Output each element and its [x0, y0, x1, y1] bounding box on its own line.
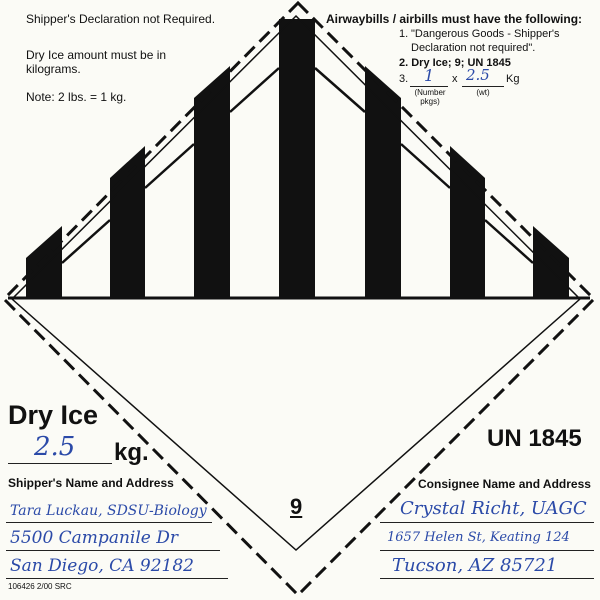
- consignee-heading: Consignee Name and Address: [418, 477, 591, 491]
- shipper-line-2-rule: [6, 550, 220, 551]
- hazard-stripe: [26, 226, 62, 298]
- note-declaration: Shipper's Declaration not Required.: [26, 12, 216, 26]
- hazard-stripe: [533, 226, 569, 298]
- hazard-stripe: [450, 146, 485, 298]
- airwaybills-times: x: [452, 73, 458, 85]
- shipper-name: Tara Luckau, SDSU-Biology: [10, 503, 207, 519]
- wt-value: 2.5: [466, 66, 490, 84]
- hazard-class-number: 9: [290, 494, 303, 519]
- un-number: UN 1845: [487, 425, 582, 452]
- airwaybills-unit: Kg: [506, 73, 520, 85]
- form-code: 106426 2/00 SRC: [8, 582, 72, 591]
- pkgs-value: 1: [424, 66, 435, 85]
- wt-caption: (wt): [476, 88, 490, 97]
- pkgs-line: [410, 86, 448, 87]
- airwaybills-item1-a: "Dangerous Goods - Shipper's: [411, 28, 560, 40]
- consignee-name: Crystal Richt, UAGC: [400, 498, 587, 519]
- note-kilograms-a: Dry Ice amount must be in: [26, 48, 167, 62]
- pkgs-caption-b: pkgs): [420, 97, 440, 106]
- consignee-line-3-rule: [380, 578, 594, 579]
- airwaybills-item3-num: 3.: [399, 73, 409, 85]
- airwaybills-item1-b: Declaration not required".: [411, 42, 536, 54]
- airwaybills-item1-num: 1.: [399, 28, 409, 40]
- shipper-line-3-rule: [6, 578, 228, 579]
- dry-ice-amount: 2.5: [34, 432, 76, 462]
- wt-line: [462, 86, 504, 87]
- shipper-street: 5500 Campanile Dr: [10, 528, 178, 548]
- airwaybills-heading: Airwaybills / airbills must have the following:: [326, 12, 583, 26]
- consignee-city: Tucson, AZ 85721: [392, 555, 558, 576]
- consignee-line-2-rule: [380, 550, 594, 551]
- shipper-line-1-rule: [6, 522, 212, 523]
- hazard-stripe: [110, 146, 145, 298]
- dry-ice-title: Dry Ice: [8, 400, 99, 430]
- consignee-street: 1657 Helen St, Keating 124: [387, 530, 570, 545]
- hazard-stripe: [194, 66, 230, 298]
- shipper-city: San Diego, CA 92182: [10, 556, 194, 576]
- dry-ice-amount-line: [8, 463, 112, 464]
- consignee-line-1-rule: [380, 522, 594, 523]
- airwaybills-item2: 2. Dry Ice; 9; UN 1845: [399, 57, 511, 69]
- hazard-stripe: [279, 19, 315, 298]
- shipper-heading: Shipper's Name and Address: [8, 476, 174, 490]
- note-conversion: Note: 2 lbs. = 1 kg.: [26, 90, 127, 104]
- note-kilograms-b: kilograms.: [26, 62, 81, 76]
- pkgs-caption-a: (Number: [414, 88, 446, 97]
- dry-ice-unit: kg.: [114, 439, 149, 466]
